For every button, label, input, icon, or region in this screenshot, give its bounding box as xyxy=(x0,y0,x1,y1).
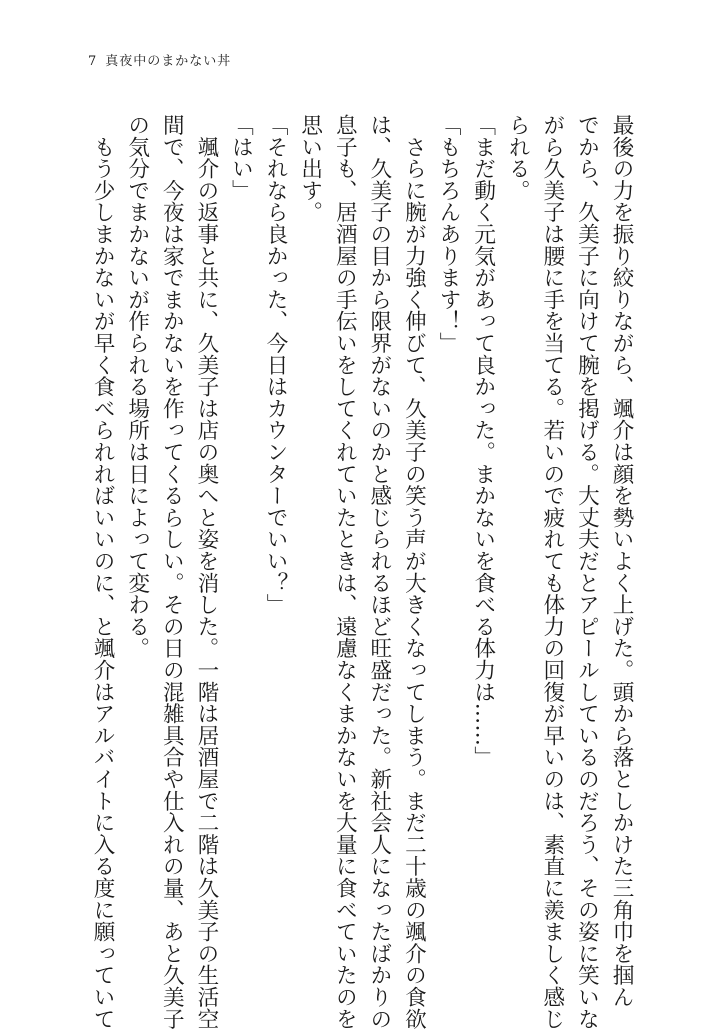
text-line: もう少しまかないが早く食べられればいいのに、と颯介はアルバイトに入る度に願っていて xyxy=(90,114,116,1030)
text-line: がら久美子は腰に手を当てる。若いので疲れても体力の回復が早いのは、素直に羨ましく感じ xyxy=(539,114,565,1030)
text-line: さらに腕が力強く伸びて、久美子の笑う声が大きくなってしまう。まだ二十歳の颯介の食欲 xyxy=(401,114,427,1030)
text-line: 最後の力を振り絞りながら、颯介は顔を勢いよく上げた。頭から落としかけた三角巾を掴ん xyxy=(609,114,634,1008)
body-text xyxy=(90,114,638,1030)
text-line: でから、久美子に向けて腕を掲げる。大丈夫だとアピールしているのだろう、その姿に笑いな xyxy=(574,114,600,1030)
text-line: られる。 xyxy=(505,114,531,202)
text-line: の気分でまかないが作られる場所は日によって変わる。 xyxy=(124,114,150,659)
text-line: 間で、今夜は家でまかないを作ってくるらしい。その日の混雑具合や仕入れの量、あと久美子 xyxy=(159,114,185,1030)
chapter-title: 真夜中のまかない丼 xyxy=(105,54,232,69)
text-line: 「まだ動く元気があって良かった。まかないを食べる体力は……」 xyxy=(470,114,496,768)
text-line: 颯介の返事と共に、久美子は店の奥へと姿を消した。一階は居酒屋で二階は久美子の生活空 xyxy=(193,114,219,1030)
text-line: 息子も、居酒屋の手伝いをしてくれていたときは、遠慮なくまかないを大量に食べていたのを xyxy=(332,114,358,1030)
text-line: 「それなら良かった、今日はカウンターでいい？」 xyxy=(263,114,289,616)
text-line: 「もちろんあります！」 xyxy=(436,114,462,354)
running-head xyxy=(88,50,231,69)
text-line: 「はい」 xyxy=(228,114,254,202)
text-line: は、久美子の目から限界がないのかと感じられるほど旺盛だった。新社会人になったばかりの xyxy=(366,114,392,1030)
page-number: 7 xyxy=(88,54,98,69)
text-line: 思い出す。 xyxy=(297,114,323,223)
